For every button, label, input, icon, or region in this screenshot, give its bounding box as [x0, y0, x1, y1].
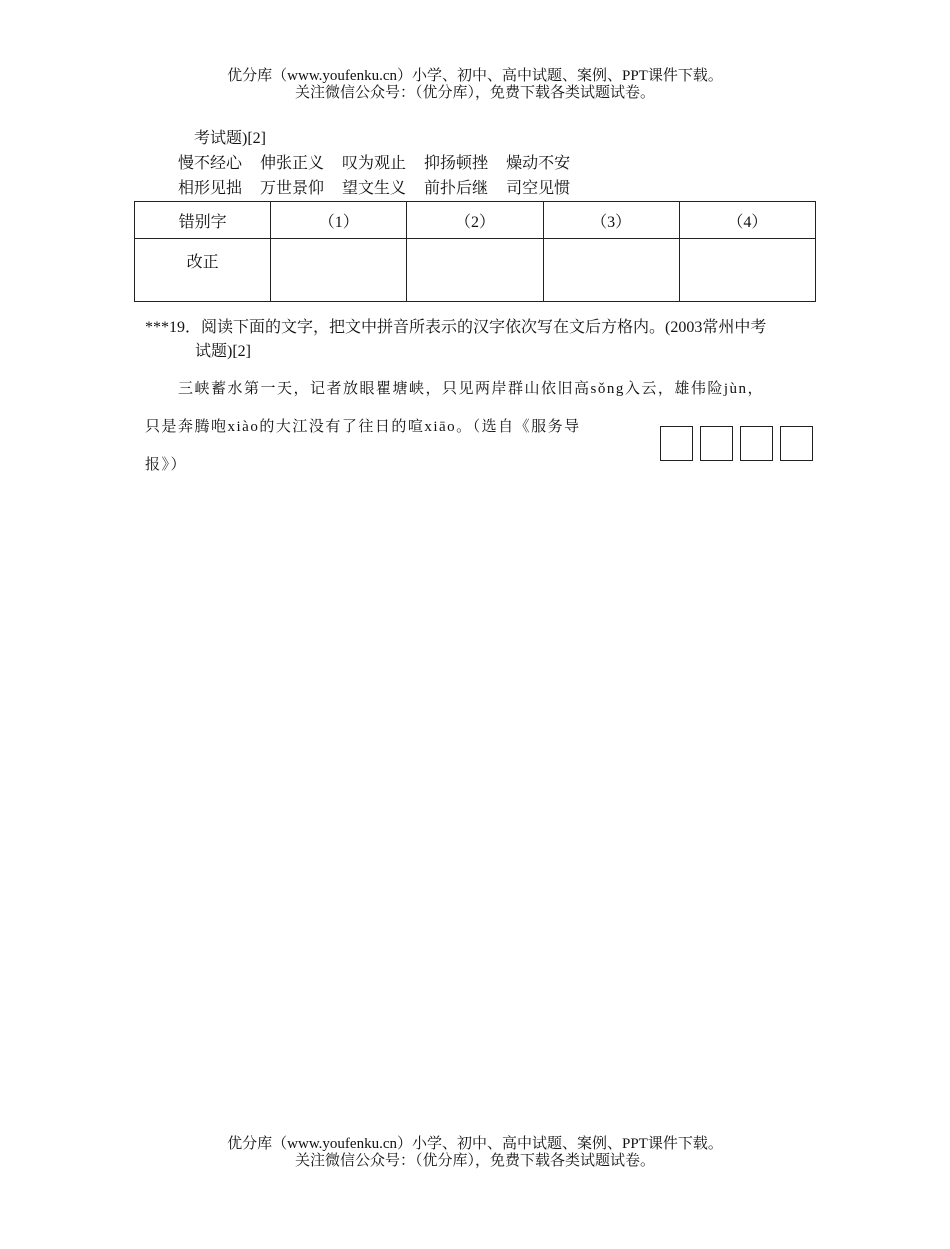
word-item: 燥动不安 [506, 155, 571, 172]
answer-cell[interactable] [543, 239, 679, 302]
word-item: 司空见惯 [506, 180, 571, 197]
word-item: 叹为观止 [342, 155, 407, 172]
correction-table [134, 201, 816, 302]
footer-line-2: 关注微信公众号：（优分库），免费下载各类试题试卷。 [294, 1153, 655, 1169]
page-footer [0, 1136, 950, 1170]
table-column-header: （3） [543, 202, 679, 239]
word-item: 相形见拙 [178, 180, 243, 197]
question-prompt-cont: 试题)[2] [195, 343, 251, 360]
question-prompt: 阅读下面的文字，把文中拼音所表示的汉字依次写在文后方格内。(2003常州中考 [201, 319, 767, 336]
page-header [0, 68, 950, 102]
question-number: ***19． [145, 319, 202, 336]
q18-continuation: 考试题)[2] [194, 130, 266, 147]
q18-word-row-1 [178, 154, 588, 174]
table-row [135, 202, 816, 239]
header-line-2: 关注微信公众号：（优分库），免费下载各类试题试卷。 [294, 85, 655, 101]
footer-line-1: 优分库（www.youfenku.cn）小学、初中、高中试题、案例、PPT课件下载。 [227, 1136, 723, 1152]
answer-box[interactable] [700, 426, 733, 461]
header-line-1: 优分库（www.youfenku.cn）小学、初中、高中试题、案例、PPT课件下载。 [227, 68, 723, 84]
question-19 [145, 316, 815, 364]
word-item: 万世景仰 [260, 180, 325, 197]
answer-cell[interactable] [679, 239, 815, 302]
passage-line-3: 报》） [145, 457, 188, 473]
word-item: 抑扬顿挫 [424, 155, 489, 172]
answer-box[interactable] [780, 426, 813, 461]
word-item: 伸张正义 [260, 155, 325, 172]
answer-cell[interactable] [271, 239, 407, 302]
passage-line-2: 只是奔腾咆xiào的大江没有了往日的喧xiāo。（选自《服务导 [145, 419, 581, 435]
answer-box[interactable] [660, 426, 693, 461]
word-item: 前扑后继 [424, 180, 489, 197]
word-item: 慢不经心 [178, 155, 243, 172]
word-item: 望文生义 [342, 180, 407, 197]
table-column-header: （4） [679, 202, 815, 239]
table-row-label: 改正 [135, 239, 271, 302]
table-header-label: 错别字 [135, 202, 271, 239]
answer-cell[interactable] [407, 239, 543, 302]
q18-word-row-2 [178, 179, 588, 199]
answer-boxes [660, 426, 816, 462]
table-column-header: （2） [407, 202, 543, 239]
answer-box[interactable] [740, 426, 773, 461]
table-column-header: （1） [271, 202, 407, 239]
passage-line-1: 三峡蓄水第一天，记者放眼瞿塘峡，只见两岸群山依旧高sǒng入云，雄伟险jùn， [178, 381, 765, 397]
table-row [135, 239, 816, 302]
